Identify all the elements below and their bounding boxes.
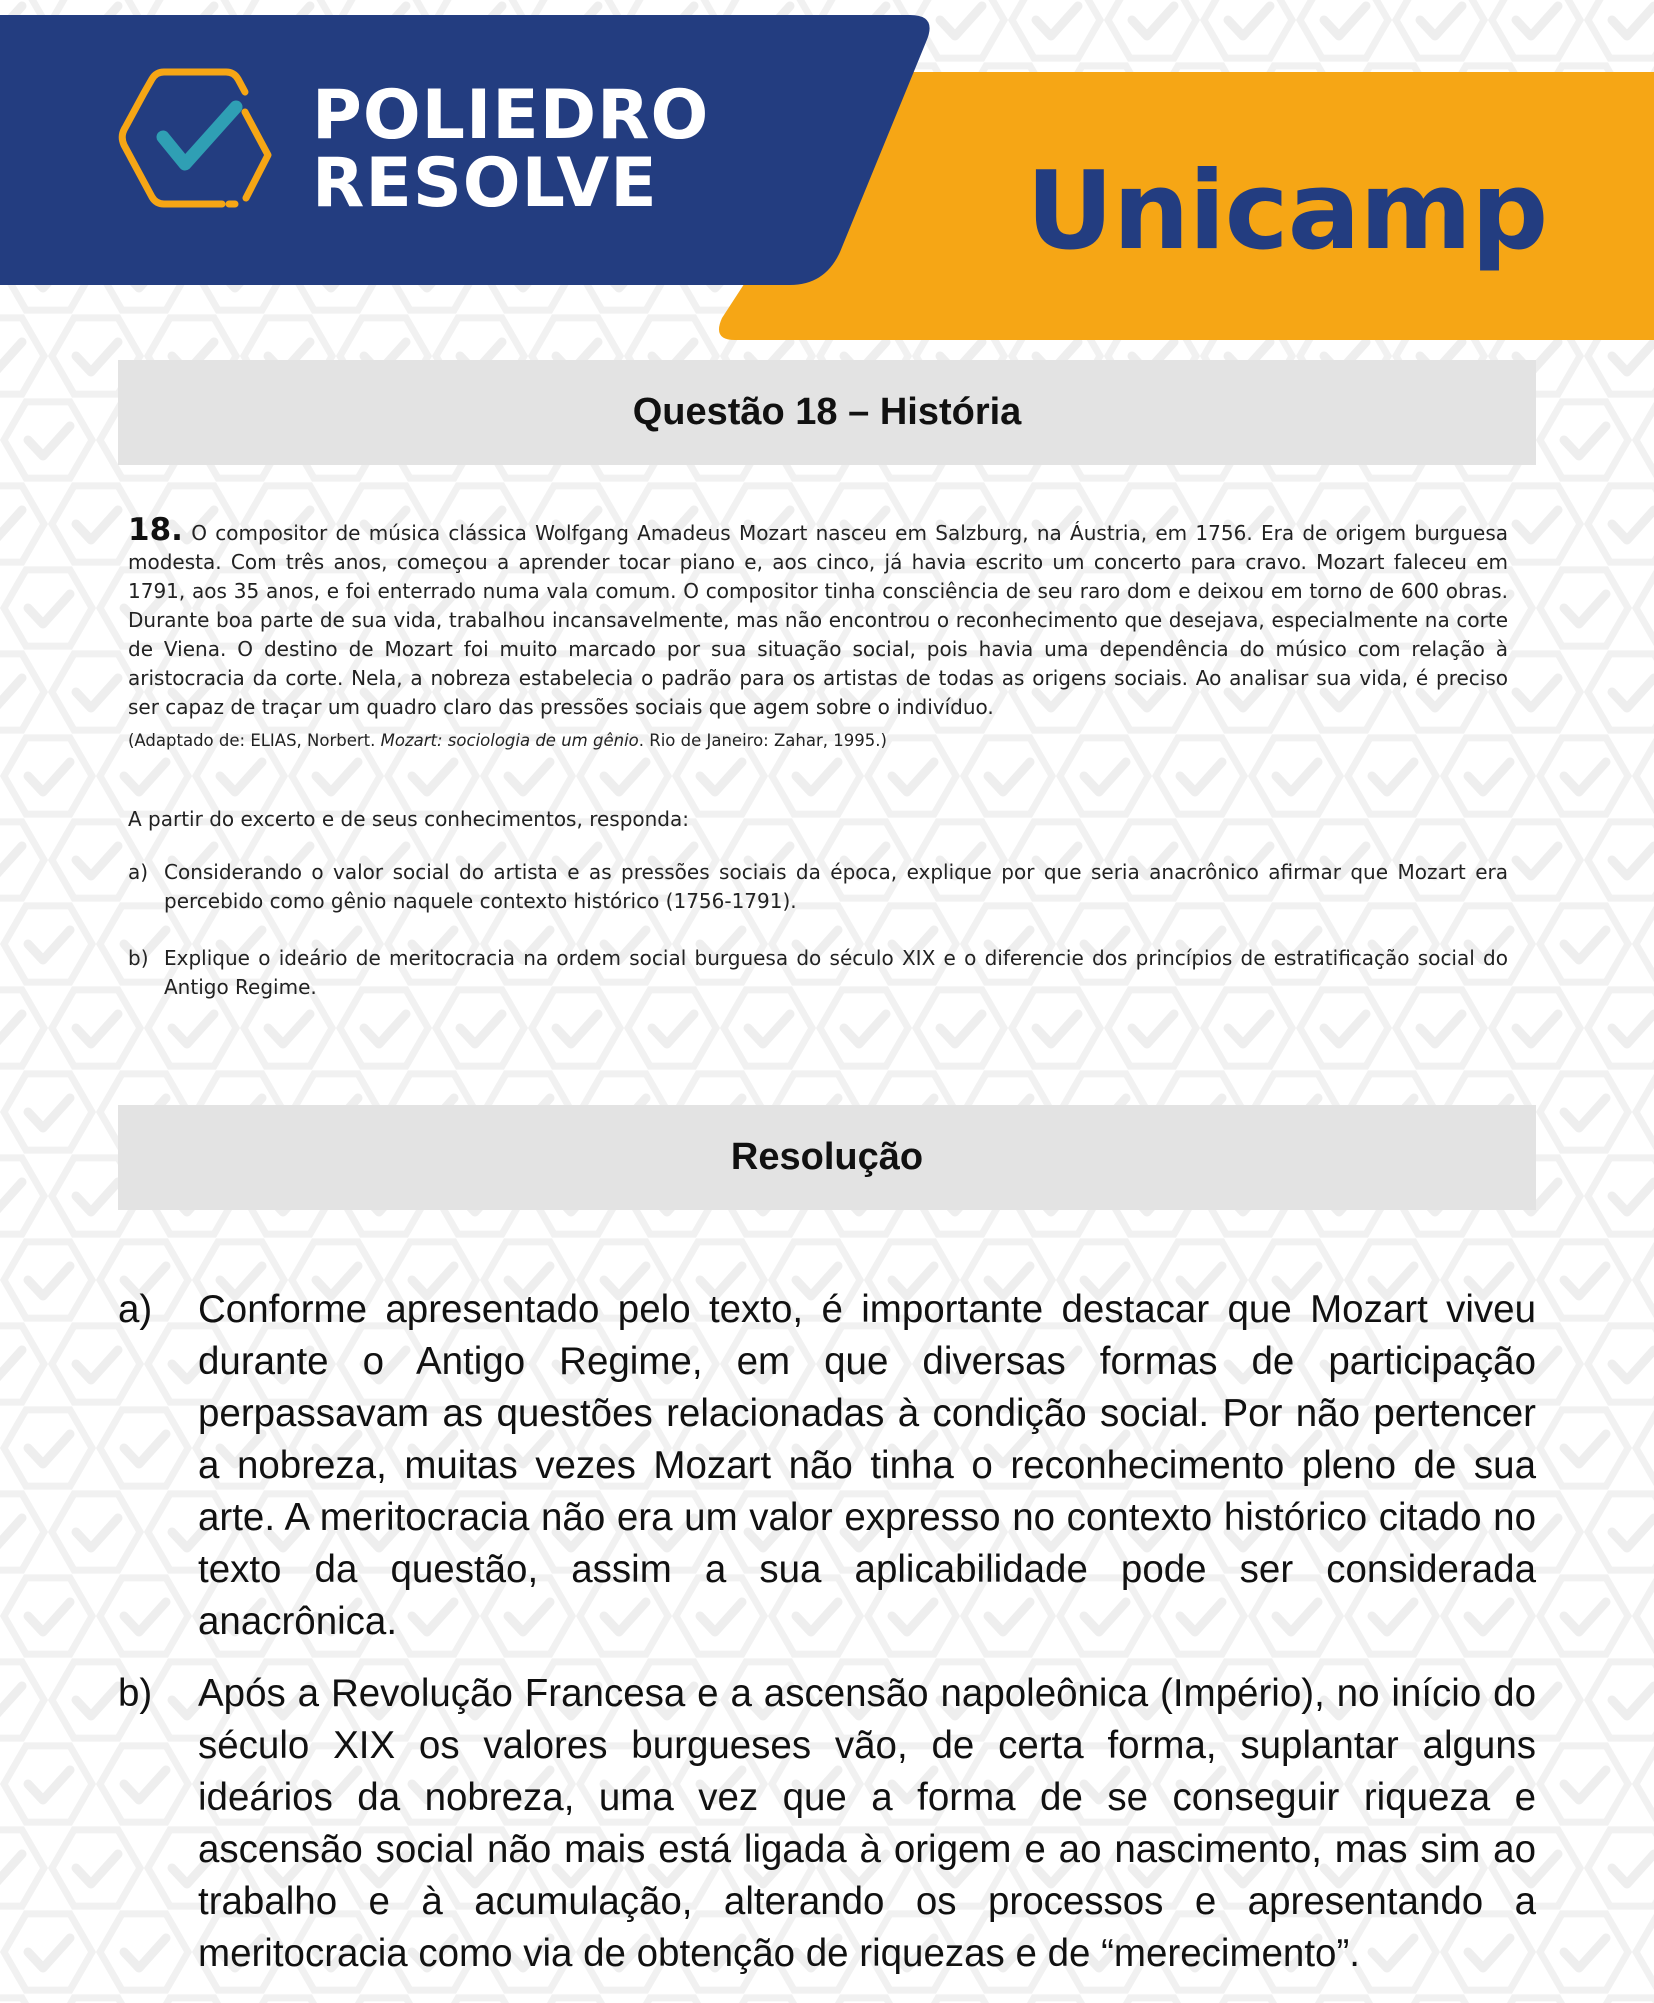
question-block	[128, 512, 1509, 1002]
watermark-hexagon	[1540, 1578, 1628, 1654]
watermark-check-icon	[1324, 1014, 1366, 1044]
question-item-a	[128, 858, 1508, 916]
watermark-hexagon	[52, 1998, 140, 2003]
watermark-hexagon	[1492, 1998, 1580, 2003]
resolution-title-bar	[118, 1105, 1536, 1210]
watermark-check-icon	[1564, 1602, 1606, 1632]
watermark-hexagon	[532, 1998, 620, 2003]
watermark-check-icon	[0, 678, 22, 708]
watermark-check-icon	[76, 1686, 118, 1716]
watermark-check-icon	[1564, 1434, 1606, 1464]
question-text	[128, 512, 1509, 722]
item-label: b)	[118, 1672, 153, 1715]
watermark-hexagon	[4, 1242, 92, 1318]
watermark-check-icon	[1132, 1014, 1174, 1044]
item-text: Considerando o valor social do artista e as pressões sociais da época, explique por que seria anacrônico afirmar que Mozart era percebido como gênio naquele contexto histórico (1756-1791).	[164, 860, 1508, 913]
watermark-check-icon	[0, 846, 22, 876]
watermark-check-icon	[1612, 510, 1654, 540]
watermark-check-icon	[172, 1014, 214, 1044]
watermark-hexagon	[1204, 1998, 1292, 2003]
watermark-check-icon	[0, 510, 22, 540]
watermark-check-icon	[748, 1014, 790, 1044]
watermark-hexagon	[916, 1998, 1004, 2003]
watermark-check-icon	[28, 1098, 70, 1128]
watermark-check-icon	[0, 1686, 22, 1716]
watermark-hexagon	[1636, 1578, 1654, 1654]
watermark-check-icon	[28, 762, 70, 792]
watermark-hexagon	[1588, 1998, 1654, 2003]
watermark-check-icon	[652, 1014, 694, 1044]
watermark-check-icon	[1612, 678, 1654, 708]
watermark-check-icon	[1564, 762, 1606, 792]
watermark-check-icon	[28, 1938, 70, 1968]
watermark-hexagon	[1540, 1914, 1628, 1990]
watermark-hexagon	[1012, 1998, 1100, 2003]
watermark-check-icon	[76, 1350, 118, 1380]
watermark-hexagon	[4, 402, 92, 478]
watermark-check-icon	[76, 1518, 118, 1548]
item-text: Após a Revolução Francesa e a ascensão napoleônica (Império), no início do século XIX os valores burgueses vão, de certa forma, suplantar alguns ideários da nobreza, uma vez que a forma de se conseguir riqueza e ascensão social não mais está ligada à origem e ao nascimento, mas sim ao trabalho e à acumulação, alterando os processos e apresentando a meritocracia como via de obtenção de riquezas e de “merecimento”.	[198, 1672, 1536, 1975]
watermark-hexagon	[148, 1998, 236, 2003]
watermark-hexagon	[1636, 1914, 1654, 1990]
watermark-check-icon	[28, 594, 70, 624]
watermark-check-icon	[76, 1182, 118, 1212]
watermark-hexagon	[1636, 1074, 1654, 1150]
watermark-check-icon	[268, 1014, 310, 1044]
watermark-hexagon	[4, 1578, 92, 1654]
watermark-check-icon	[28, 1602, 70, 1632]
watermark-hexagon	[1636, 1410, 1654, 1486]
watermark-hexagon	[4, 1074, 92, 1150]
watermark-check-icon	[1516, 1014, 1558, 1044]
watermark-hexagon	[1108, 1998, 1196, 2003]
watermark-check-icon	[460, 1014, 502, 1044]
watermark-hexagon	[628, 1998, 716, 2003]
watermark-hexagon	[436, 1998, 524, 2003]
watermark-check-icon	[0, 1014, 22, 1044]
question-number: 18.	[128, 512, 183, 548]
item-text: Conforme apresentado pelo texto, é importante destacar que Mozart viveu durante o Antigo Regime, em que diversas formas de participação perpassavam as questões relacionadas à condição social. Por não pertencer a nobreza, muitas vezes Mozart não tinha o reconhecimento pleno de sua arte. A meritocracia não era um valor expresso no contexto histórico citado no texto da questão, assim a sua aplicabilidade pode ser considerada anacrônica.	[198, 1288, 1536, 1643]
item-text: Explique o ideário de meritocracia na ordem social burguesa do século XIX e o diferencie dos princípios de estratificação social do Antigo Regime.	[164, 946, 1508, 999]
watermark-check-icon	[844, 1014, 886, 1044]
watermark-check-icon	[1516, 846, 1558, 876]
watermark-check-icon	[1612, 1854, 1654, 1884]
watermark-hexagon	[1636, 570, 1654, 646]
watermark-hexagon	[1540, 402, 1628, 478]
watermark-hexagon	[1636, 1746, 1654, 1822]
watermark-check-icon	[1516, 510, 1558, 540]
watermark-hexagon	[1540, 1242, 1628, 1318]
watermark-hexagon	[724, 1998, 812, 2003]
watermark-check-icon	[1612, 1350, 1654, 1380]
watermark-hexagon	[1636, 1242, 1654, 1318]
resolution-item-b	[118, 1668, 1536, 1980]
watermark-hexagon	[52, 486, 140, 562]
watermark-hexagon	[1540, 570, 1628, 646]
watermark-check-icon	[0, 1854, 22, 1884]
watermark-hexagon	[340, 1998, 428, 2003]
watermark-check-icon	[1420, 1014, 1462, 1044]
watermark-hexagon	[1636, 738, 1654, 814]
resolution-title: Resolução	[730, 1136, 924, 1178]
watermark-check-icon	[1612, 1014, 1654, 1044]
question-body: O compositor de música clássica Wolfgang Amadeus Mozart nasceu em Salzburg, na Áustria, em 1756. Era de origem burguesa modesta. Com três anos, começou a aprender tocar piano e, aos cinco, já havia escrito um concerto para cravo. Mozart faleceu em 1791, aos 35 anos, e foi enterrado numa vala comum. O compositor tinha consciência de seu raro dom e deixou em torno de 600 obras. Durante boa parte de sua vida, trabalhou incansavelmente, mas não encontrou o reconhecimento que desejava, especialmente na corte de Viena. O destino de Mozart foi muito marcado por sua situação social, pois havia uma dependência do músico com relação à aristocracia da corte. Nela, a nobreza estabelecia o padrão para os artistas de todas as origens sociais. Ao analisar sua vida, é preciso ser capaz de traçar um quadro claro das pressões sociais que agem sobre o indivíduo.	[128, 521, 1509, 719]
watermark-check-icon	[28, 1266, 70, 1296]
watermark-check-icon	[940, 1014, 982, 1044]
watermark-hexagon	[52, 654, 140, 730]
watermark-check-icon	[1612, 1182, 1654, 1212]
resolution-item-a	[118, 1284, 1536, 1648]
question-item-b	[128, 944, 1508, 1002]
watermark-hexagon	[52, 990, 140, 1066]
watermark-check-icon	[1516, 678, 1558, 708]
watermark-check-icon	[28, 426, 70, 456]
resolution-block	[118, 1284, 1536, 1980]
brand-line-2: RESOLVE	[312, 144, 658, 223]
watermark-check-icon	[28, 930, 70, 960]
watermark-hexagon	[4, 570, 92, 646]
watermark-check-icon	[364, 1014, 406, 1044]
item-label: a)	[118, 1288, 153, 1331]
watermark-hexagon	[1540, 1746, 1628, 1822]
watermark-hexagon	[1540, 1410, 1628, 1486]
watermark-hexagon	[1636, 906, 1654, 982]
watermark-check-icon	[76, 510, 118, 540]
watermark-check-icon	[1564, 1770, 1606, 1800]
watermark-hexagon	[0, 1998, 44, 2003]
watermark-hexagon	[1396, 1998, 1484, 2003]
watermark-check-icon	[1564, 1266, 1606, 1296]
exam-name: Unicamp	[1026, 149, 1548, 274]
watermark-check-icon	[1612, 846, 1654, 876]
watermark-hexagon	[4, 1410, 92, 1486]
question-title-bar	[118, 360, 1536, 465]
watermark-check-icon	[0, 1518, 22, 1548]
watermark-hexagon	[1540, 738, 1628, 814]
watermark-check-icon	[556, 1014, 598, 1044]
brand-line-1: POLIEDRO	[312, 76, 710, 155]
watermark-check-icon	[1228, 1014, 1270, 1044]
watermark-check-icon	[1564, 1098, 1606, 1128]
watermark-hexagon	[4, 1746, 92, 1822]
watermark-check-icon	[1564, 930, 1606, 960]
watermark-hexagon	[4, 906, 92, 982]
watermark-check-icon	[76, 678, 118, 708]
watermark-check-icon	[0, 1182, 22, 1212]
question-prompt: A partir do excerto e de seus conhecimentos, responda:	[128, 807, 689, 831]
watermark-check-icon	[1036, 1014, 1078, 1044]
watermark-hexagon	[1300, 1998, 1388, 2003]
watermark-hexagon	[52, 822, 140, 898]
question-title: Questão 18 – História	[632, 391, 1022, 433]
item-label: a)	[128, 860, 149, 884]
watermark-hexagon	[1540, 906, 1628, 982]
watermark-hexagon	[4, 738, 92, 814]
watermark-check-icon	[0, 1350, 22, 1380]
watermark-hexagon	[4, 1914, 92, 1990]
question-source: (Adaptado de: ELIAS, Norbert. Mozart: sociologia de um gênio. Rio de Janeiro: Zahar, 1995.)	[128, 731, 887, 750]
watermark-hexagon	[820, 1998, 908, 2003]
watermark-hexagon	[244, 1998, 332, 2003]
watermark-hexagon	[1540, 1074, 1628, 1150]
watermark-check-icon	[1564, 426, 1606, 456]
source-title: Mozart: sociologia de um gênio	[380, 731, 639, 750]
watermark-check-icon	[1612, 1686, 1654, 1716]
watermark-check-icon	[76, 1854, 118, 1884]
watermark-check-icon	[1612, 1518, 1654, 1548]
watermark-check-icon	[1564, 1938, 1606, 1968]
watermark-hexagon	[1636, 402, 1654, 478]
watermark-check-icon	[76, 1014, 118, 1044]
watermark-check-icon	[28, 1770, 70, 1800]
watermark-check-icon	[1564, 594, 1606, 624]
watermark-check-icon	[28, 1434, 70, 1464]
watermark-check-icon	[76, 846, 118, 876]
item-label: b)	[128, 946, 149, 970]
